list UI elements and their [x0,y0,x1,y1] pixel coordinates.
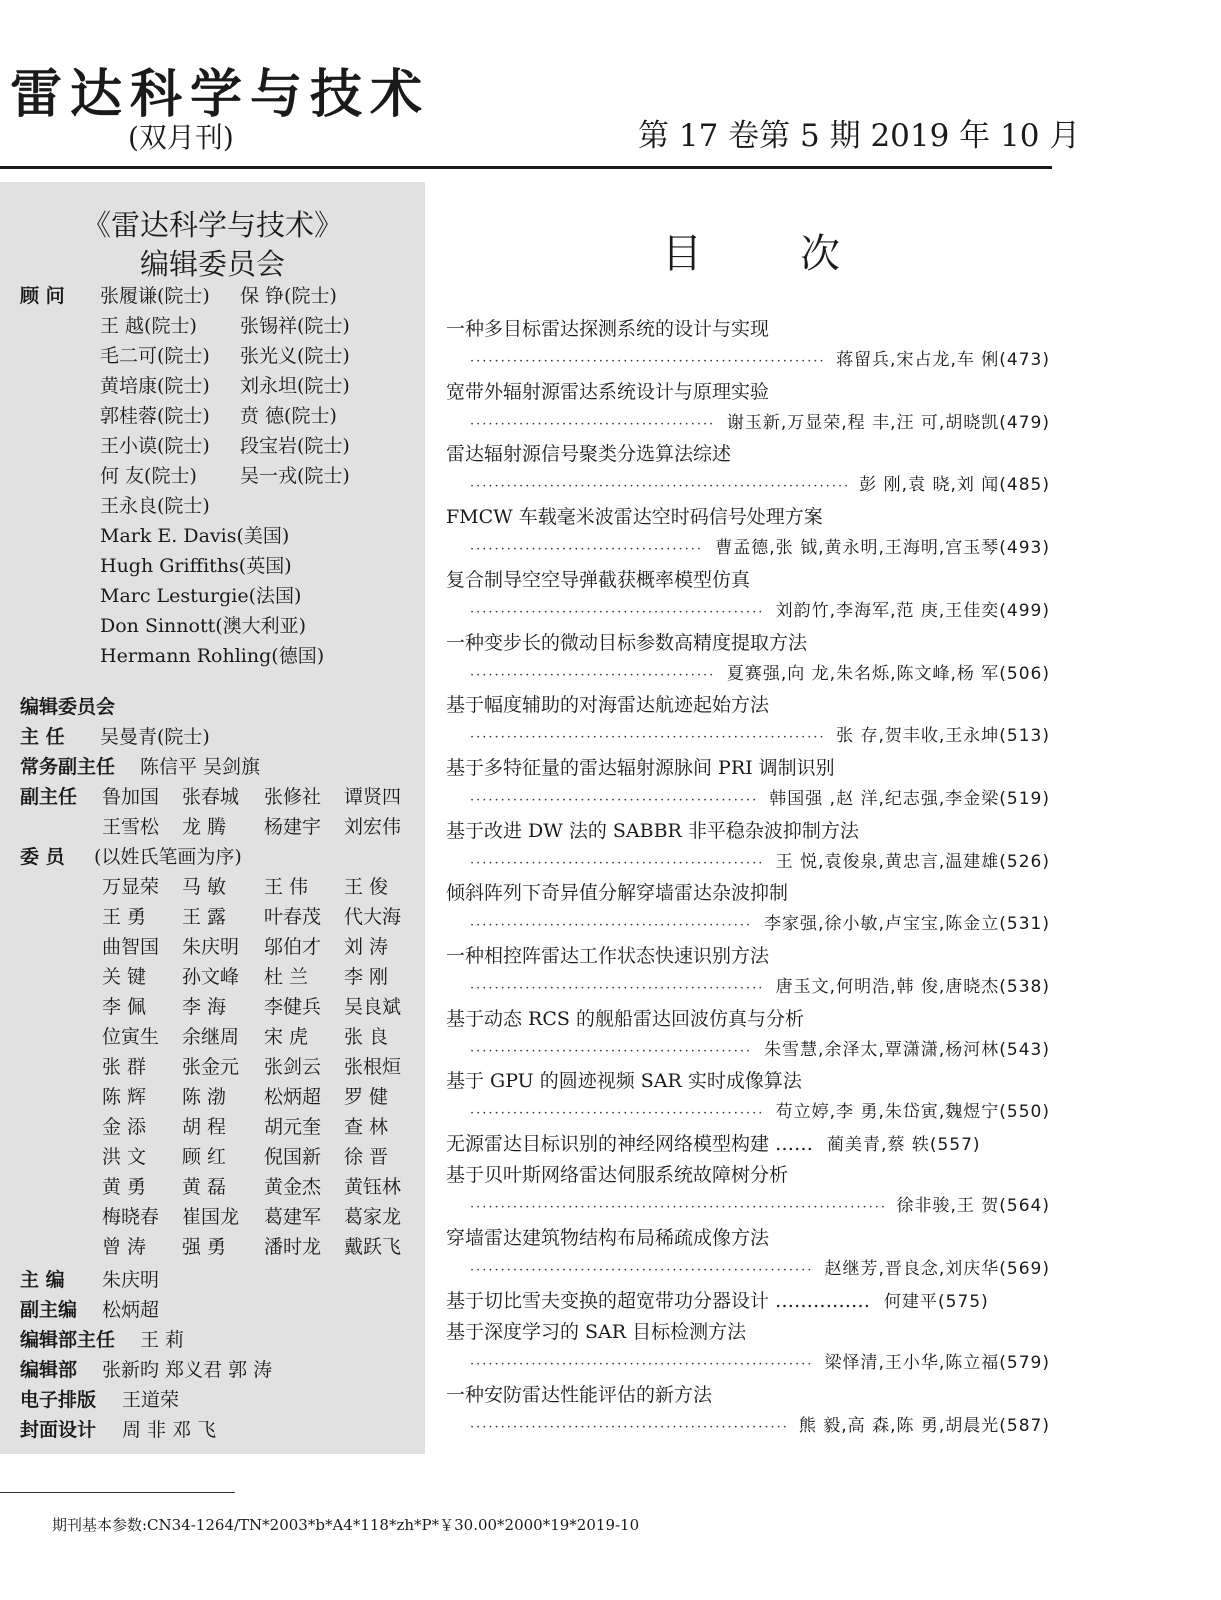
member-name: 强 勇 [182,1236,227,1258]
toc-entry-author-line [470,412,1050,436]
toc-entry-authors: 刘韵竹,李海军,范 庚,王佳奕(499) [775,600,1050,621]
member-name: 朱庆明 [182,936,240,958]
journal-title: 雷达科学与技术 [10,64,431,125]
member-name: 松炳超 [264,1086,322,1108]
leader-dots [470,1041,752,1063]
toc-entry-title: 倾斜阵列下奇异值分解穿墙雷达杂波抑制 [446,882,789,905]
footnote-rule [0,1492,235,1493]
toc-entry-author-line [470,474,1050,498]
leader-dots [470,1354,812,1376]
toc-entry-title: 一种多目标雷达探测系统的设计与实现 [446,318,770,340]
member-name: 余继周 [182,1026,240,1048]
cover-names: 周 非 邓 飞 [122,1419,217,1441]
member-name: 关 键 [102,966,147,988]
member-name: 王 露 [182,906,227,928]
toc-entry-title: 宽带外辐射源雷达系统设计与原理实验 [446,380,770,403]
advisor-name: 刘永坦(院士) [240,375,350,397]
toc-entry-title: FMCW 车载毫米波雷达空时码信号处理方案 [446,506,823,529]
advisor-name: 贲 德(院士) [240,405,337,427]
advisor-name: 王 越(院士) [100,315,197,337]
member-name: 代大海 [344,906,402,928]
leader-dots [470,1417,787,1439]
typeset-label: 电子排版 [20,1389,97,1411]
chief-editor-label: 主 编 [20,1269,65,1291]
toc-entry-title: 基于深度学习的 SAR 目标检测方法 [446,1321,747,1344]
deputy-name: 杨建宇 [264,816,322,838]
leader-dots [470,727,824,749]
toc-entry-authors: 蒋留兵,宋占龙,车 俐(473) [836,350,1050,370]
toc-entry-title: 基于改进 DW 法的 SABBR 非平稳杂波抑制方法 [446,819,859,842]
member-name: 陈 渤 [182,1086,227,1108]
toc-entry-title: 一种安防雷达性能评估的新方法 [446,1383,713,1406]
deputy-name: 张修社 [264,786,322,808]
member-name: 戴跃飞 [344,1236,402,1258]
member-name: 位寅生 [102,1026,160,1048]
leader-dots [470,853,764,875]
leader-dots [470,1103,764,1125]
member-name: 查 林 [344,1116,389,1138]
leader-dots [470,1260,812,1282]
deputy-name: 鲁加国 [102,786,160,808]
dept-names: 张新昀 郑义君 郭 涛 [102,1359,273,1381]
toc-entry-author-line [470,1352,1050,1376]
member-name: 梅晓春 [102,1206,160,1228]
advisor-name: 保 铮(院士) [240,285,337,307]
member-name: 马 敏 [182,876,227,898]
advisors-label: 顾 问 [20,285,65,307]
toc-entry-author-line [470,1195,1050,1219]
member-name: 黄 勇 [102,1176,147,1198]
advisor-name: 何 友(院士) [100,465,197,487]
member-name: 胡元奎 [264,1116,322,1138]
leader-dots [470,476,847,498]
advisor-name: 郭桂蓉(院士) [100,405,210,427]
toc-entry-title: 基于多特征量的雷达辐射源脉间 PRI 调制识别 [446,756,835,779]
member-name: 葛建军 [264,1206,322,1228]
member-name: 张金元 [182,1056,240,1078]
member-name: 张 群 [102,1056,147,1078]
advisor-name: 王永良(院士) [100,495,210,517]
toc-entry-authors: 王 悦,袁俊泉,黄忠言,温建雄(526) [775,851,1050,872]
director-label: 主 任 [20,726,65,748]
toc-entry-title: 基于幅度辅助的对海雷达航迹起始方法 [446,694,770,717]
member-name: 万显荣 [102,876,160,898]
member-name: 王 伟 [264,876,309,898]
toc-entry-authors: 赵继芳,晋良念,刘庆华(569) [824,1259,1050,1280]
leader-dots [470,539,703,561]
deputy-editor-name: 松炳超 [102,1299,160,1321]
toc-entry-author-line [470,600,1050,624]
header-divider [0,166,1052,169]
member-name: 刘 涛 [344,936,389,958]
toc-entry-authors: 苟立婷,李 勇,朱岱寅,魏煜宁(550) [775,1102,1050,1123]
advisor-name: 毛二可(院士) [100,345,210,367]
toc-entry-authors: 谢玉新,万显荣,程 丰,汪 可,胡晓凯(479) [726,412,1050,433]
members-label: 委 员 [20,846,65,868]
member-name: 陈 辉 [102,1086,147,1108]
toc-entry-author-line [470,976,1050,1000]
advisor-name: 黄培康(院士) [100,375,210,397]
foreign-advisor-name: Marc Lesturgie(法国) [100,585,302,607]
journal-parameters: 期刊基本参数:CN34-1264/TN*2003*b*A4*118*zh*P*￥30.00*2000*19*2019-10 [52,1516,640,1534]
toc-entry-title: 无源雷达目标识别的神经网络模型构建 …… [446,1133,814,1156]
advisor-name: 张光义(院士) [240,345,350,367]
toc-entry-authors: 韩国强 ,赵 洋,纪志强,李金梁(519) [769,788,1050,809]
leader-dots [470,1197,884,1219]
toc-entry-title: 一种相控阵雷达工作状态快速识别方法 [446,945,770,967]
dept-label: 编辑部 [20,1359,78,1381]
member-name: 潘时龙 [264,1236,322,1258]
leader-dots [470,602,764,624]
advisor-name: 张锡祥(院士) [240,315,350,337]
member-name: 葛家龙 [344,1206,402,1228]
toc-entry-authors: 梁怿清,王小华,陈立福(579) [824,1353,1050,1374]
toc-entry-author-line [470,725,1050,749]
toc-entry-authors: 彭 刚,袁 晓,刘 闻(485) [859,475,1050,496]
member-name: 黄金杰 [264,1176,322,1198]
toc-entry-authors: 朱雪慧,余泽太,覃潇潇,杨河林(543) [764,1039,1050,1060]
toc-entry-title: 雷达辐射源信号聚类分选算法综述 [446,443,732,466]
deputy-label: 副主任 [20,786,78,808]
member-name: 黄钰林 [344,1176,402,1198]
member-name: 崔国龙 [182,1206,240,1228]
leader-dots [470,351,824,373]
leader-dots [470,790,757,812]
contents-heading-char-2: 次 [800,231,840,277]
toc-entry-authors: 徐非骏,王 贺(564) [896,1196,1050,1217]
toc-entry-title: 基于动态 RCS 的舰船雷达回波仿真与分析 [446,1007,804,1030]
member-name: 金 添 [102,1116,147,1138]
toc-entry [446,1290,1050,1313]
member-name: 宋 虎 [264,1026,309,1048]
member-name: 曲智国 [102,936,160,958]
toc-entry-title: 复合制导空空导弹截获概率模型仿真 [446,568,751,591]
member-name: 王 俊 [344,876,389,898]
foreign-advisor-name: Don Sinnott(澳大利亚) [100,615,307,637]
toc-entry-authors: 曹孟德,张 钺,黄永明,王海明,宫玉琴(493) [715,538,1050,559]
board-title-line1: 《雷达科学与技术》 [81,208,343,242]
cover-label: 封面设计 [20,1419,97,1441]
member-name: 叶春茂 [264,906,322,928]
toc-entry-authors: 熊 毅,高 森,陈 勇,胡晨光(587) [798,1415,1050,1436]
member-name: 黄 磊 [182,1176,227,1198]
member-name: 王 勇 [102,906,147,928]
member-name: 张 良 [344,1026,389,1048]
deputy-name: 龙 腾 [182,816,227,838]
member-name: 吴良斌 [344,996,402,1018]
leader-dots [470,414,715,436]
toc-entry-authors: 夏赛强,向 龙,朱名烁,陈文峰,杨 军(506) [726,663,1050,684]
deputy-name: 王雪松 [102,816,160,838]
foreign-advisor-name: Hugh Griffiths(英国) [100,555,292,577]
member-name: 李健兵 [264,996,322,1018]
deputy-editor-label: 副主编 [20,1299,78,1321]
toc-entry-authors: 李家强,徐小敏,卢宝宝,陈金立(531) [764,914,1050,935]
toc-entry-title: 一种变步长的微动目标参数高精度提取方法 [446,631,808,654]
toc-entry-author-line [470,913,1050,937]
member-name: 张根烜 [344,1056,402,1078]
toc-entry-title: 基于 GPU 的圆迹视频 SAR 实时成像算法 [446,1070,802,1093]
typeset-name: 王道荣 [122,1389,180,1411]
member-name: 倪国新 [264,1146,322,1168]
member-name: 李 海 [182,996,227,1018]
toc-entry-author-line [470,1039,1050,1063]
exec-deputy-names: 陈信平 吴剑旗 [140,756,261,778]
toc-entry-author-line [470,1101,1050,1125]
board-title-line2: 编辑委员会 [139,247,285,281]
advisor-name: 张履谦(院士) [100,285,210,307]
issue-info: 第 17 卷第 5 期 2019 年 10 月 [638,118,1081,154]
toc-entry-author-line [470,663,1050,687]
toc-entry-author-line [470,537,1050,561]
toc-entry-author-line [470,851,1050,875]
toc-entry-authors: 何建平(575) [884,1291,989,1312]
contents-heading-char-1: 目 [662,231,702,277]
deputy-name: 刘宏伟 [344,816,402,838]
deputy-name: 张春城 [182,786,240,808]
toc-entry-author-line [470,1415,1050,1439]
toc-entry-authors: 唐玉文,何明浩,韩 俊,唐晓杰(538) [775,977,1050,997]
journal-subtitle: (双月刊) [128,121,234,154]
toc-entry-authors: 张 存,贺丰收,王永坤(513) [836,726,1050,747]
member-name: 张剑云 [264,1056,322,1078]
member-name: 孙文峰 [182,966,240,988]
advisor-name: 吴一戎(院士) [240,465,350,487]
member-name: 李 刚 [344,966,389,988]
member-name: 罗 健 [344,1086,389,1108]
leader-dots [470,978,764,1000]
exec-deputy-label: 常务副主任 [20,756,116,778]
toc-entry-author-line [470,349,1050,373]
member-name: 胡 程 [182,1116,227,1138]
member-name: 杜 兰 [264,966,309,988]
foreign-advisor-name: Hermann Rohling(德国) [100,645,325,667]
member-name: 徐 晋 [344,1146,389,1168]
toc-entry-author-line [470,788,1050,812]
leader-dots [470,915,752,937]
advisor-name: 段宝岩(院士) [240,435,350,457]
toc-entry [446,1133,1050,1156]
toc-entry-title: 基于贝叶斯网络雷达伺服系统故障树分析 [446,1164,789,1187]
advisor-name: 王小谟(院士) [100,435,210,457]
member-name: 曾 涛 [102,1236,147,1258]
dept-director-name: 王 莉 [140,1329,185,1351]
member-name: 顾 红 [182,1146,227,1168]
deputy-name: 谭贤四 [344,786,402,808]
dept-director-label: 编辑部主任 [20,1329,116,1351]
toc-entry-title: 基于切比雪夫变换的超宽带功分器设计 …………… [446,1289,871,1312]
leader-dots [470,665,715,687]
toc-entry-authors: 蔺美青,蔡 轶(557) [827,1135,981,1156]
member-name: 李 佩 [102,996,147,1018]
members-note: (以姓氏笔画为序) [94,846,242,868]
member-name: 洪 文 [102,1146,147,1168]
member-name: 邬伯才 [264,936,322,958]
contents-heading [662,222,840,279]
toc-entry-author-line [470,1258,1050,1282]
director-name: 吴曼青(院士) [100,726,210,748]
foreign-advisor-name: Mark E. Davis(美国) [100,525,290,547]
chief-editor-name: 朱庆明 [102,1269,160,1291]
committee-heading: 编辑委员会 [20,696,116,718]
toc-entry-title: 穿墙雷达建筑物结构布局稀疏成像方法 [446,1227,770,1250]
